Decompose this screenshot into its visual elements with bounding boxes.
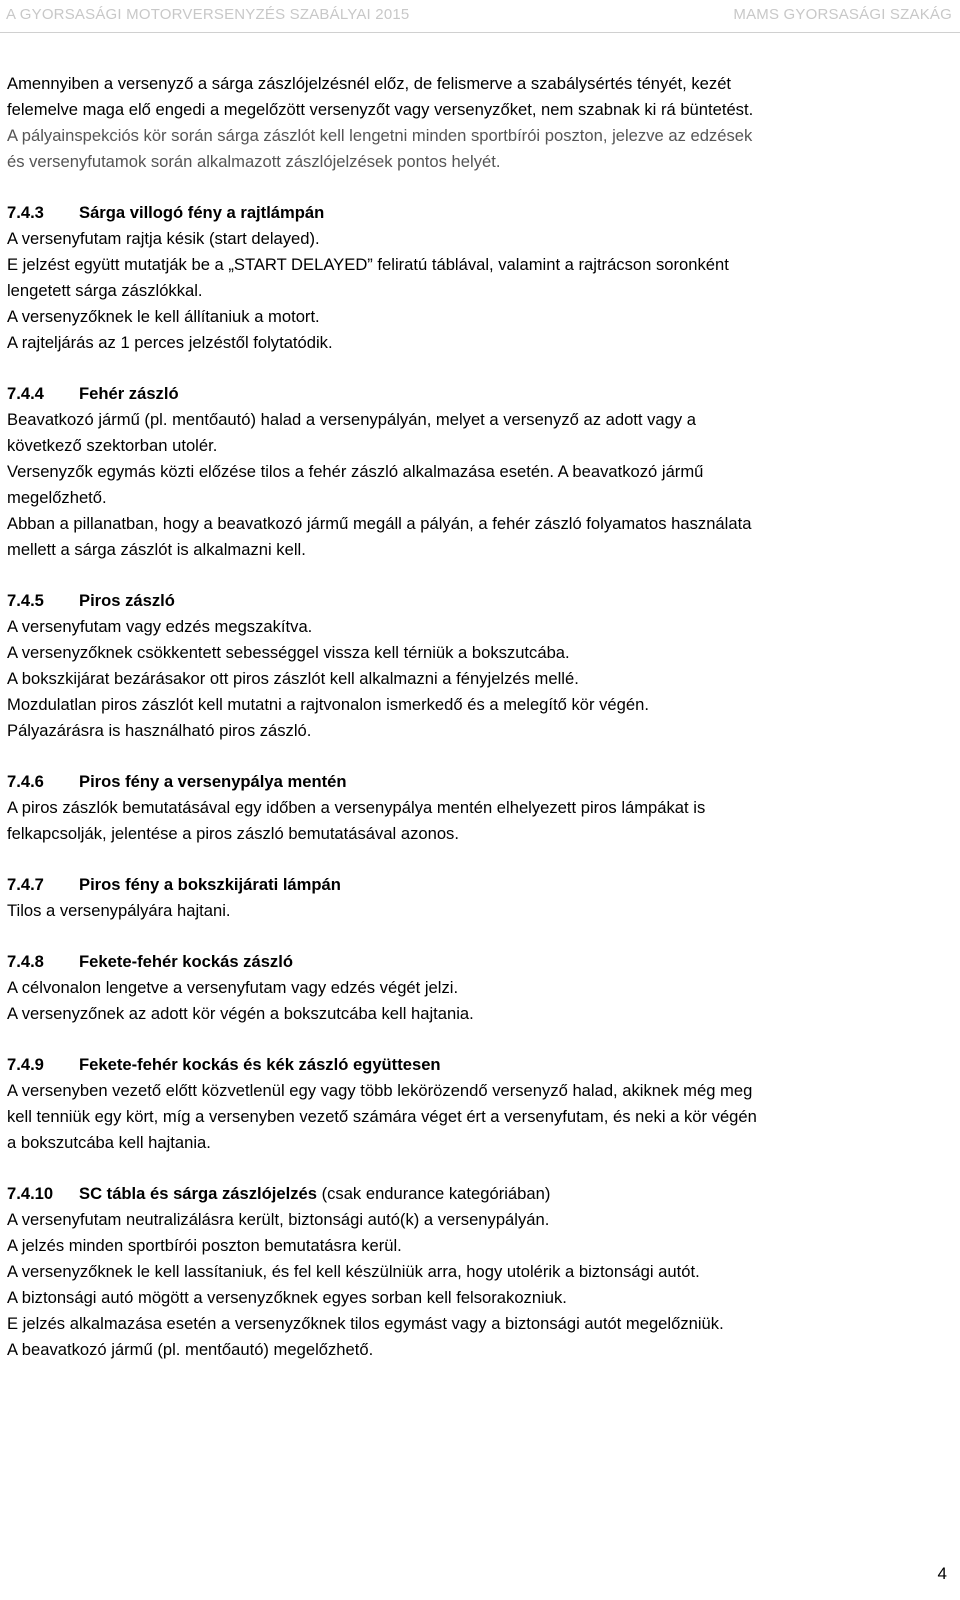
section-heading [7,381,952,407]
section-text-line: Versenyzők egymás közti előzése tilos a fehér zászló alkalmazása esetén. A beavatkozó jármű [7,462,704,481]
section-7-4-9 [7,1052,952,1156]
section-text-line: Abban a pillanatban, hogy a beavatkozó jármű megáll a pályán, a fehér zászló folyamatos használata [7,514,752,533]
section-text-line: A beavatkozó jármű (pl. mentőautó) megelőzhető. [7,1340,374,1359]
section-7-4-4 [7,381,952,563]
section-heading [7,949,952,975]
section-title: Fehér zászló [79,384,179,403]
section-text-line: A versenyzőknek le kell lassítaniuk, és fel kell készülniük arra, hogy utolérik a biztonsági autót. [7,1262,700,1281]
section-7-4-3 [7,200,952,356]
section-text-line: A versenyfutam neutralizálásra került, biztonsági autó(k) a versenypályán. [7,1210,550,1229]
section-text-line: a bokszutcába kell hajtania. [7,1133,211,1152]
section-7-4-7 [7,872,952,924]
page-number: 4 [937,1564,947,1583]
section-title: Fekete-fehér kockás zászló [79,952,293,971]
section-title: Piros fény a bokszkijárati lámpán [79,875,341,894]
section-7-4-10 [7,1181,952,1363]
section-text-line: A célvonalon lengetve a versenyfutam vagy edzés végét jelzi. [7,978,459,997]
section-title: Fekete-fehér kockás és kék zászló együttesen [79,1055,441,1074]
section-text-line: Mozdulatlan piros zászlót kell mutatni a rajtvonalon ismerkedő és a melegítő kör végén. [7,695,649,714]
section-number: 7.4.3 [7,203,44,222]
section-number: 7.4.9 [7,1055,44,1074]
section-text-line: Beavatkozó jármű (pl. mentőautó) halad a versenypályán, melyet a versenyző az adott vagy a [7,410,697,429]
section-text-line: A jelzés minden sportbírói poszton bemutatásra kerül. [7,1236,402,1255]
intro-paragraph [7,71,952,175]
section-text-line: E jelzést együtt mutatják be a „START DELAYED” feliratú táblával, valamint a rajtrácson soronként [7,255,729,274]
header-document-title: A GYORSASÁGI MOTORVERSENYZÉS SZABÁLYAI 2015 [6,6,410,23]
section-text-line: megelőzhető. [7,488,107,507]
section-number: 7.4.7 [7,875,44,894]
section-text-line: kell tenniük egy kört, míg a versenyben vezető számára véget ért a versenyfutam, és neki a kör végén [7,1107,757,1126]
section-heading [7,200,952,226]
intro-line: Amennyiben a versenyző a sárga zászlójelzésnél előz, de felismerve a szabálysértés tényét, kezét [7,74,732,93]
header-organization: MAMS GYORSASÁGI SZAKÁG [733,6,952,23]
section-title: SC tábla és sárga zászlójelzés [79,1184,317,1203]
section-text-line: E jelzés alkalmazása esetén a versenyzőknek tilos egymást vagy a biztonsági autót megelőzniük. [7,1314,724,1333]
section-7-4-8 [7,949,952,1027]
section-title: Piros zászló [79,591,175,610]
section-title: Piros fény a versenypálya mentén [79,772,347,791]
section-text-line: A versenyben vezető előtt közvetlenül egy vagy több lekörözendő versenyző halad, akiknek még meg [7,1081,753,1100]
section-heading [7,769,952,795]
section-text-line: A biztonsági autó mögött a versenyzőknek egyes sorban kell felsorakozniuk. [7,1288,567,1307]
section-number: 7.4.8 [7,952,44,971]
section-title-note: (csak endurance kategóriában) [316,1184,551,1203]
section-text-line: A bokszkijárat bezárásakor ott piros zászlót kell alkalmazni a fényjelzés mellé. [7,669,579,688]
section-number: 7.4.10 [7,1184,54,1203]
section-text-line: A versenyzőknek csökkentett sebességgel vissza kell térniük a bokszutcába. [7,643,570,662]
section-heading [7,588,952,614]
section-7-4-6 [7,769,952,847]
section-number: 7.4.6 [7,772,44,791]
section-heading [7,1052,952,1078]
section-text-line: A versenyzőnek az adott kör végén a bokszutcába kell hajtania. [7,1004,474,1023]
section-text-line: Pályazárásra is használható piros zászló. [7,721,312,740]
section-text-line: Tilos a versenypályára hajtani. [7,901,231,920]
intro-line: felemelve maga elő engedi a megelőzött versenyzőt vagy versenyzőket, nem szabnak ki rá büntetést. [7,100,754,119]
section-7-4-5 [7,588,952,744]
section-text-line: A versenyfutam rajtja késik (start delayed). [7,229,320,248]
section-number: 7.4.4 [7,384,44,403]
section-text-line: lengetett sárga zászlókkal. [7,281,203,300]
intro-line: és versenyfutamok során alkalmazott zászlójelzések pontos helyét. [7,152,501,171]
document-body [7,71,952,1363]
sections-container [7,200,952,1363]
page-header [0,6,960,33]
section-number: 7.4.5 [7,591,44,610]
intro-line: A pályainspekciós kör során sárga zászlót kell lengetni minden sportbírói poszton, jelezve az edzések [7,126,753,145]
section-text-line: A rajteljárás az 1 perces jelzéstől folytatódik. [7,333,333,352]
section-text-line: A piros zászlók bemutatásával egy időben a versenypálya mentén elhelyezett piros lámpákat is [7,798,706,817]
section-text-line: következő szektorban utolér. [7,436,218,455]
section-text-line: mellett a sárga zászlót is alkalmazni kell. [7,540,306,559]
section-text-line: A versenyfutam vagy edzés megszakítva. [7,617,313,636]
section-title: Sárga villogó fény a rajtlámpán [79,203,325,222]
section-heading [7,872,952,898]
section-text-line: felkapcsolják, jelentése a piros zászló bemutatásával azonos. [7,824,459,843]
section-heading [7,1181,952,1207]
section-text-line: A versenyzőknek le kell állítaniuk a motort. [7,307,320,326]
